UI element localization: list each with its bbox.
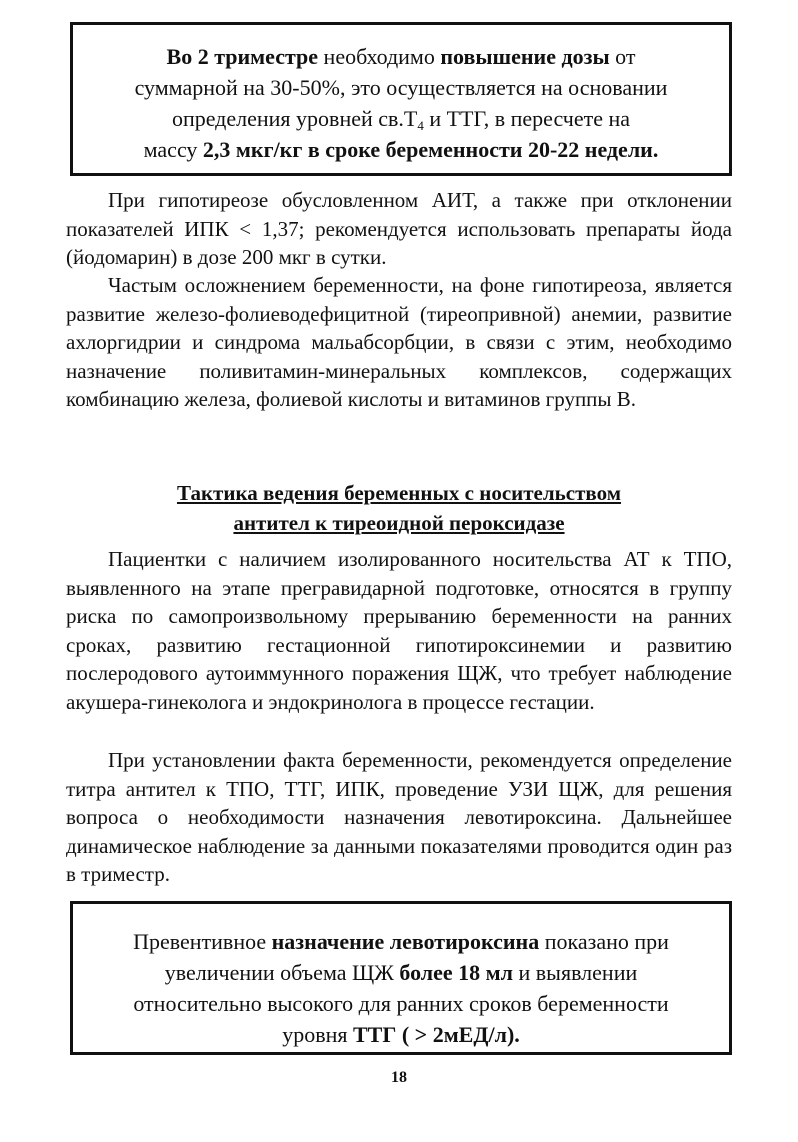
box-line: относительно высокого для ранних сроков беременности	[133, 991, 669, 1016]
highlight-box-dose	[70, 22, 732, 176]
box-line: массу 2,3 мкг/кг в сроке беременности 20-22 недели.	[143, 137, 659, 162]
box-line: Превентивное назначение левотироксина показано при	[133, 929, 669, 954]
paragraph-risk-group: Пациентки с наличием изолированного носительства АТ к ТПО, выявленного на этапе прегравидарной подготовке, относятся в группу риска по самопроизвольному прерыванию беременности на ранних сроках, развитию гестационной гипотироксинемии и развитию послеродового аутоиммунного поражения ЩЖ, что требует наблюдение акушера-гинеколога и эндокринолога в процессе гестации.	[66, 547, 732, 714]
box-line: суммарной на 30-50%, это осуществляется на основании	[134, 75, 668, 100]
highlight-box-levothyroxine	[70, 901, 732, 1055]
page-number: 18	[391, 1069, 407, 1086]
box-line: уровня ТТГ ( > 2мЕД/л).	[282, 1022, 520, 1047]
box-line: определения уровней $св.Т_4$ и ТТГ, в пересчете на	[171, 106, 631, 133]
section-heading: Тактика ведения беременных с носительством антител к тиреоидной пероксидазе	[176, 481, 622, 535]
paragraph-iodine: При гипотиреозе обусловленном АИТ, а также при отклонении показателей ИПК < 1,37; рекомендуется использовать препараты йода (йодомарин) в дозе 200 мкг в сутки.	[66, 188, 732, 269]
box-line: Во 2 триместре необходимо повышение дозы от	[166, 44, 636, 69]
paragraph-monitoring: При установлении факта беременности, рекомендуется определение титра антител к ТПО, ТТГ, ИПК, проведение УЗИ ЩЖ, для решения вопроса о необходимости назначения левотироксина. Дальнейшее динамическое наблюдение за данными показателями проводится один раз в триместр.	[66, 748, 732, 886]
paragraph-anemia: Частым осложнением беременности, на фоне гипотиреоза, является развитие железо-фолиеводефицитной (тиреопривной) анемии, развитие ахлоргидрии и синдрома мальабсорбции, в связи с этим, необходимо назначение поливитамин-минеральных комплексов, содержащих комбинацию железа, фолиевой кислоты и витаминов группы В.	[66, 273, 732, 411]
box-line: увеличении объема ЩЖ более 18 мл и выявлении	[164, 960, 638, 985]
